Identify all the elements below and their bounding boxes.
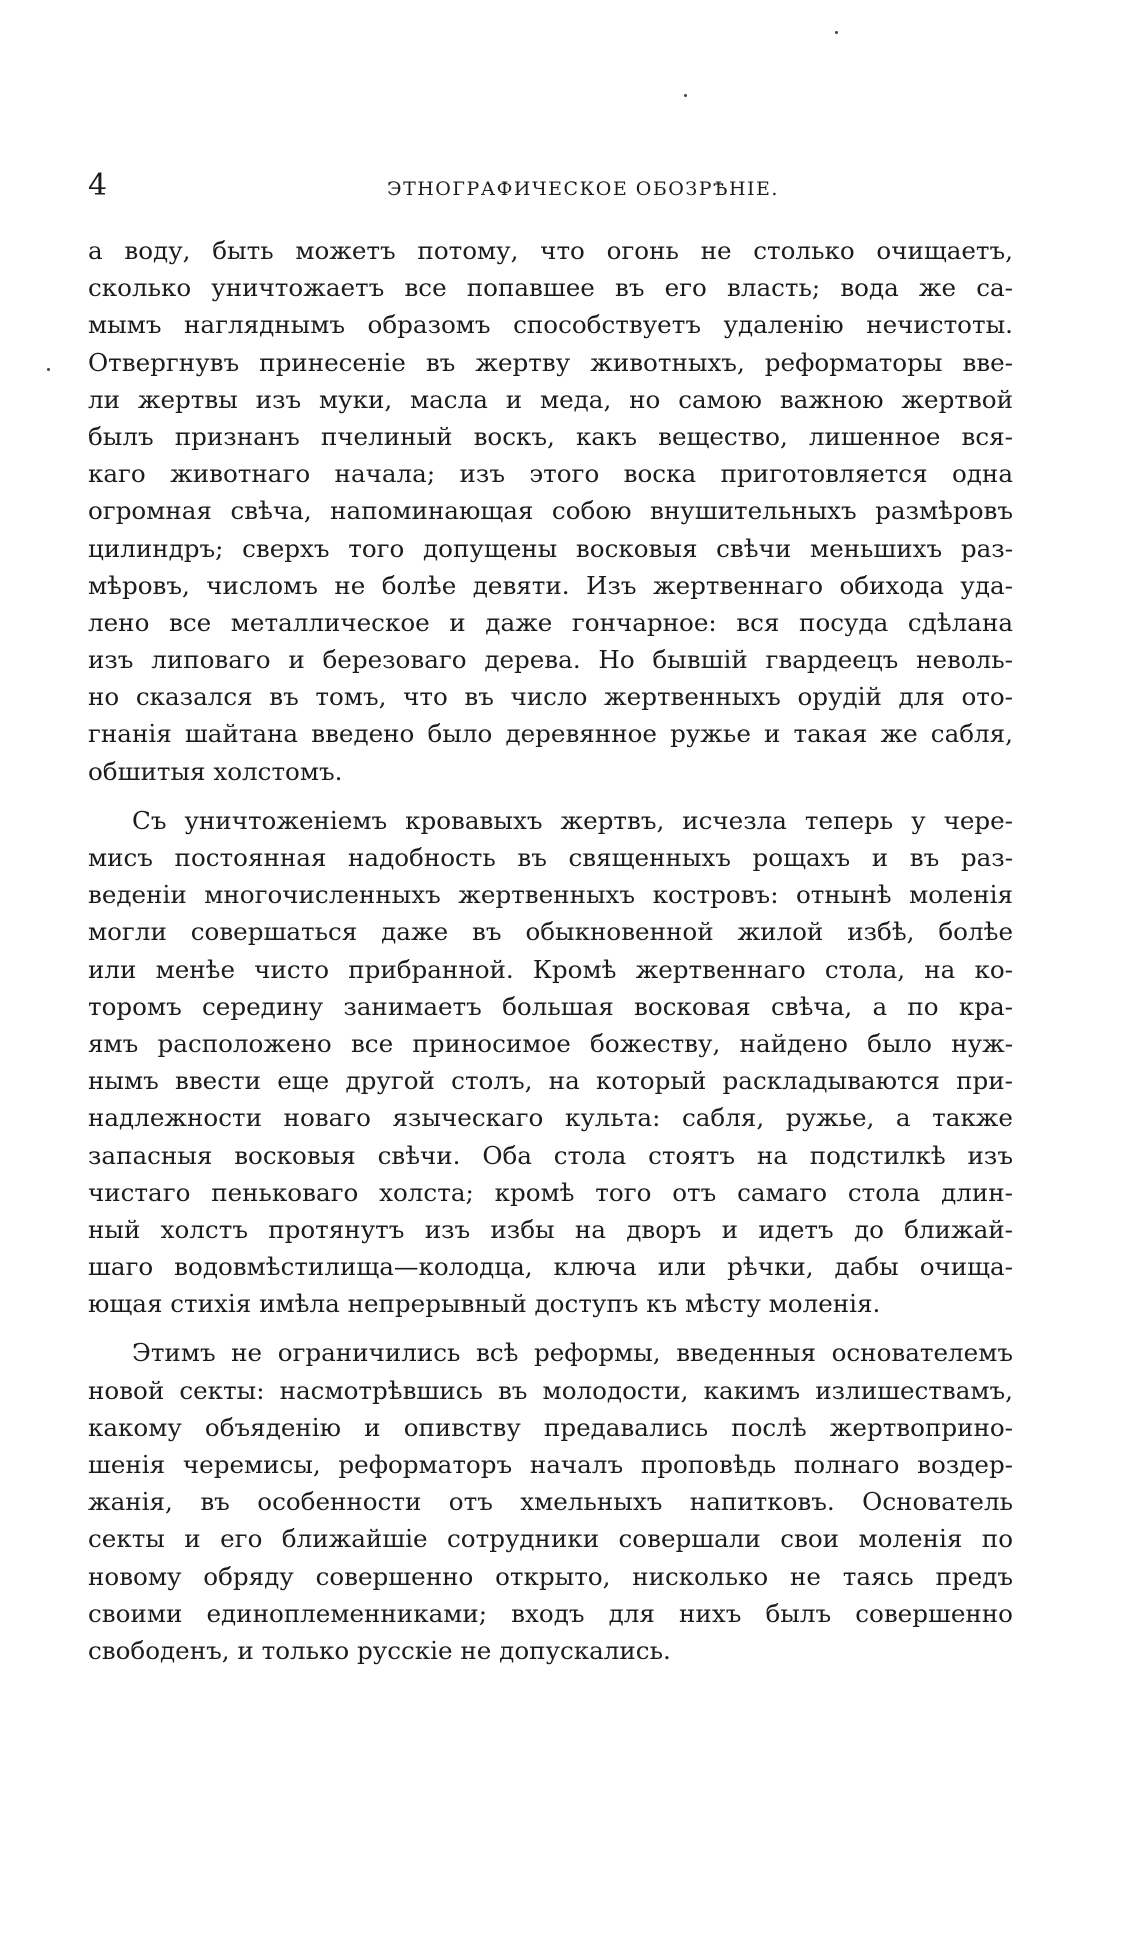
text-line: огромная свѣча, напоминающая собою внушительныхъ размѣровъ xyxy=(88,496,1013,526)
text-line: мѣровъ, числомъ не болѣе девяти. Изъ жертвеннаго обихода уда- xyxy=(88,570,1013,600)
text-line: изъ липоваго и березоваго дерева. Но бывшій гвардеецъ неволь- xyxy=(88,645,1013,675)
text-line: нымъ ввести еще другой столъ, на который раскладываются при- xyxy=(88,1066,1013,1096)
text-line: ющая стихія имѣла непрерывный доступъ къ мѣсту моленія. xyxy=(88,1289,881,1319)
text-line: торомъ середину занимаетъ большая восковая свѣча, а по кра- xyxy=(88,991,1013,1021)
text-line: шенія черемисы, реформаторъ началъ проповѣдь полнаго воздер- xyxy=(88,1450,1013,1479)
text-line: могли совершаться даже въ обыкновенной жилой избѣ, болѣе xyxy=(88,917,1013,947)
paragraph-gap xyxy=(88,790,1013,802)
text-line: Этимъ не ограничились всѣ реформы, введенныя основателемъ xyxy=(132,1338,1013,1368)
text-line: свободенъ, и только русскіе не допускались. xyxy=(88,1635,671,1665)
text-line: мисъ постоянная надобность въ священныхъ рощахъ и въ раз- xyxy=(88,843,1013,872)
text-line: чистаго пеньковаго холста; кромѣ того отъ самаго стола длин- xyxy=(88,1177,1013,1207)
text-line: какому объяденію и опивству предавались послѣ жертвоприно- xyxy=(88,1412,1013,1442)
text-line: а воду, быть можетъ потому, что огонь не столько очищаетъ, xyxy=(88,236,1013,265)
text-line: ли жертвы изъ муки, масла и меда, но самою важною жертвой xyxy=(88,384,1013,414)
paragraph-gap xyxy=(88,1322,1013,1334)
text-line: или менѣе чисто прибранной. Кромѣ жертвеннаго стола, на ко- xyxy=(88,954,1013,984)
paragraph xyxy=(88,802,1013,1323)
paper-speck xyxy=(684,94,687,97)
text-line: цилиндръ; сверхъ того допущены восковыя свѣчи меньшихъ раз- xyxy=(88,533,1013,563)
text-line: надлежности новаго языческаго культа: сабля, ружье, а также xyxy=(88,1103,1013,1133)
text-line: новому обряду совершенно открыто, нисколько не таясь предъ xyxy=(88,1561,1013,1591)
text-line: новой секты: насмотрѣвшись въ молодости, какимъ излишествамъ, xyxy=(88,1375,1013,1405)
text-line: но сказался въ томъ, что въ число жертвенныхъ орудій для ото- xyxy=(88,682,1013,712)
paragraph xyxy=(88,232,1013,790)
text-line: мымъ нагляднымъ образомъ способствуетъ удаленію нечистоты. xyxy=(88,310,1013,340)
text-line: веденіи многочисленныхъ жертвенныхъ костровъ: отнынѣ моленія xyxy=(88,880,1013,910)
text-line: Отвергнувъ принесеніе въ жертву животныхъ, реформаторы вве- xyxy=(88,347,1013,377)
paper-speck xyxy=(835,31,838,34)
text-line: Съ уничтоженіемъ кровавыхъ жертвъ, исчезла теперь у чере- xyxy=(132,805,1013,835)
text-line: былъ признанъ пчелиный воскъ, какъ вещество, лишенное вся- xyxy=(88,421,1013,451)
text-line: сколько уничтожаетъ все попавшее въ его власть; вода же са- xyxy=(88,273,1013,303)
text-line: шаго водовмѣстилища—колодца, ключа или рѣчки, дабы очища- xyxy=(88,1252,1013,1282)
running-title: ЭТНОГРАФИЧЕСКОЕ ОБОЗРѢНІЕ. xyxy=(387,178,779,200)
text-line: лено все металлическое и даже гончарное: вся посуда сдѣлана xyxy=(88,607,1013,637)
page-header xyxy=(88,168,1018,208)
page-number: 4 xyxy=(88,168,108,203)
paragraph xyxy=(88,1334,1013,1669)
text-line: секты и его ближайшіе сотрудники совершали свои моленія по xyxy=(88,1524,1013,1554)
body-text xyxy=(88,232,1013,1669)
text-line: своими единоплеменниками; входъ для нихъ былъ совершенно xyxy=(88,1598,1013,1628)
text-line: жанія, въ особенности отъ хмельныхъ напитковъ. Основатель xyxy=(88,1487,1013,1517)
text-line: каго животнаго начала; изъ этого воска приготовляется одна xyxy=(88,459,1013,489)
text-line: ямъ расположено все приносимое божеству, найдено было нуж- xyxy=(88,1028,1013,1058)
text-line: запасныя восковыя свѣчи. Оба стола стоятъ на подстилкѣ изъ xyxy=(88,1140,1013,1170)
text-line: обшитыя холстомъ. xyxy=(88,756,343,786)
text-line: гнанія шайтана введено было деревянное ружье и такая же сабля, xyxy=(88,719,1013,749)
text-line: ный холстъ протянутъ изъ избы на дворъ и идетъ до ближай- xyxy=(88,1214,1013,1244)
paper-speck xyxy=(47,368,50,371)
